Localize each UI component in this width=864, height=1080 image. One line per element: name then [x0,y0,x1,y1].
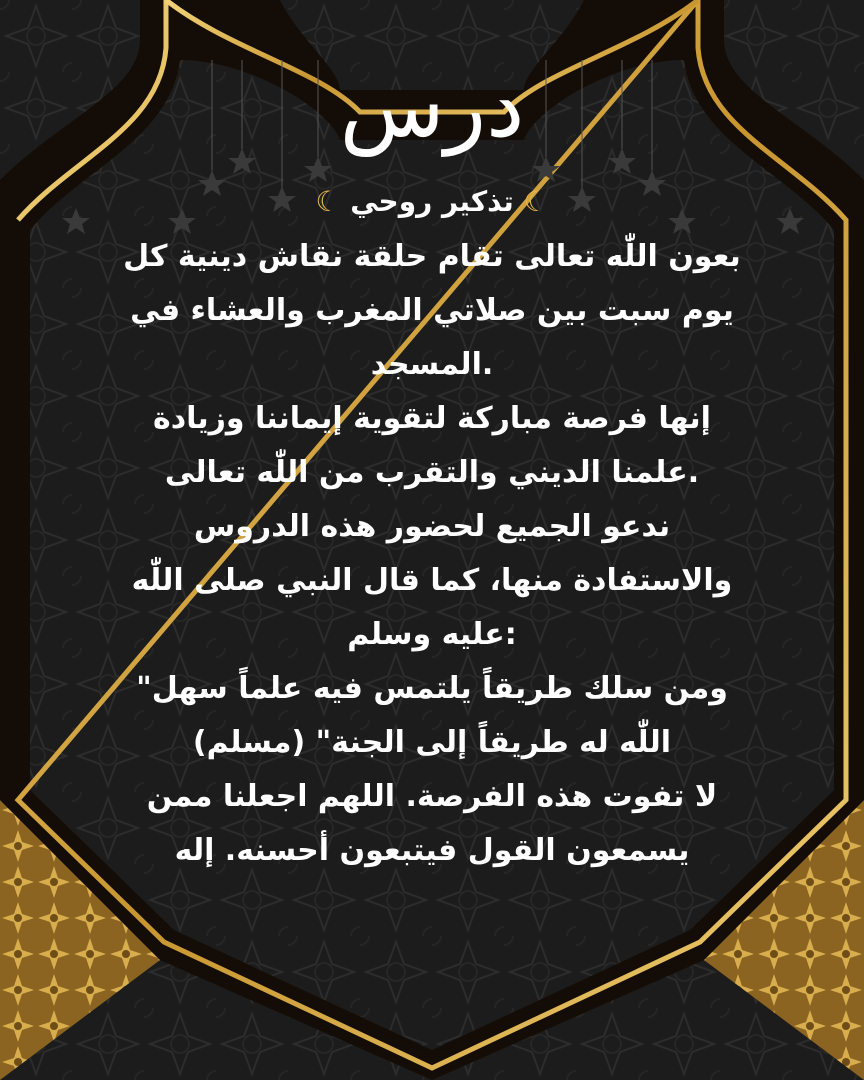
body-line: والاستفادة منها، كما قال النبي صلى اللّٰه [131,563,733,598]
subtitle-text: تذكير روحي [350,185,514,218]
body-line: .المسجد [370,347,494,382]
body-line: يوم سبت بين صلاتي المغرب والعشاء في [130,293,734,328]
body-line: إنها فرصة مباركة لتقوية إيماننا وزيادة [153,401,711,436]
body-line: اللّٰه له طريقاً إلى الجنة" (مسلم) [192,725,672,760]
body-line: ومن سلك طريقاً يلتمس فيه علماً سهل" [136,671,728,706]
crescent-moon-icon: ☾ [523,185,549,218]
crescent-moon-icon: ☾ [315,185,341,218]
body-line: لا تفوت هذه الفرصة. اللهم اجعلنا ممن [146,779,718,814]
body-line: :عليه وسلم [347,617,517,652]
body-line: يسمعون القول فيتبعون أحسنه. إله [174,833,690,868]
body-line: بعون اللّٰه تعالى تقام حلقة نقاش دينية كل [123,239,741,274]
subtitle [0,176,864,228]
announcement-body [60,230,804,878]
body-line: .علمنا الديني والتقرب من اللّٰه تعالى [164,455,700,490]
body-line: ندعو الجميع لحضور هذه الدروس [193,509,671,544]
poster-title: درس [339,57,525,157]
